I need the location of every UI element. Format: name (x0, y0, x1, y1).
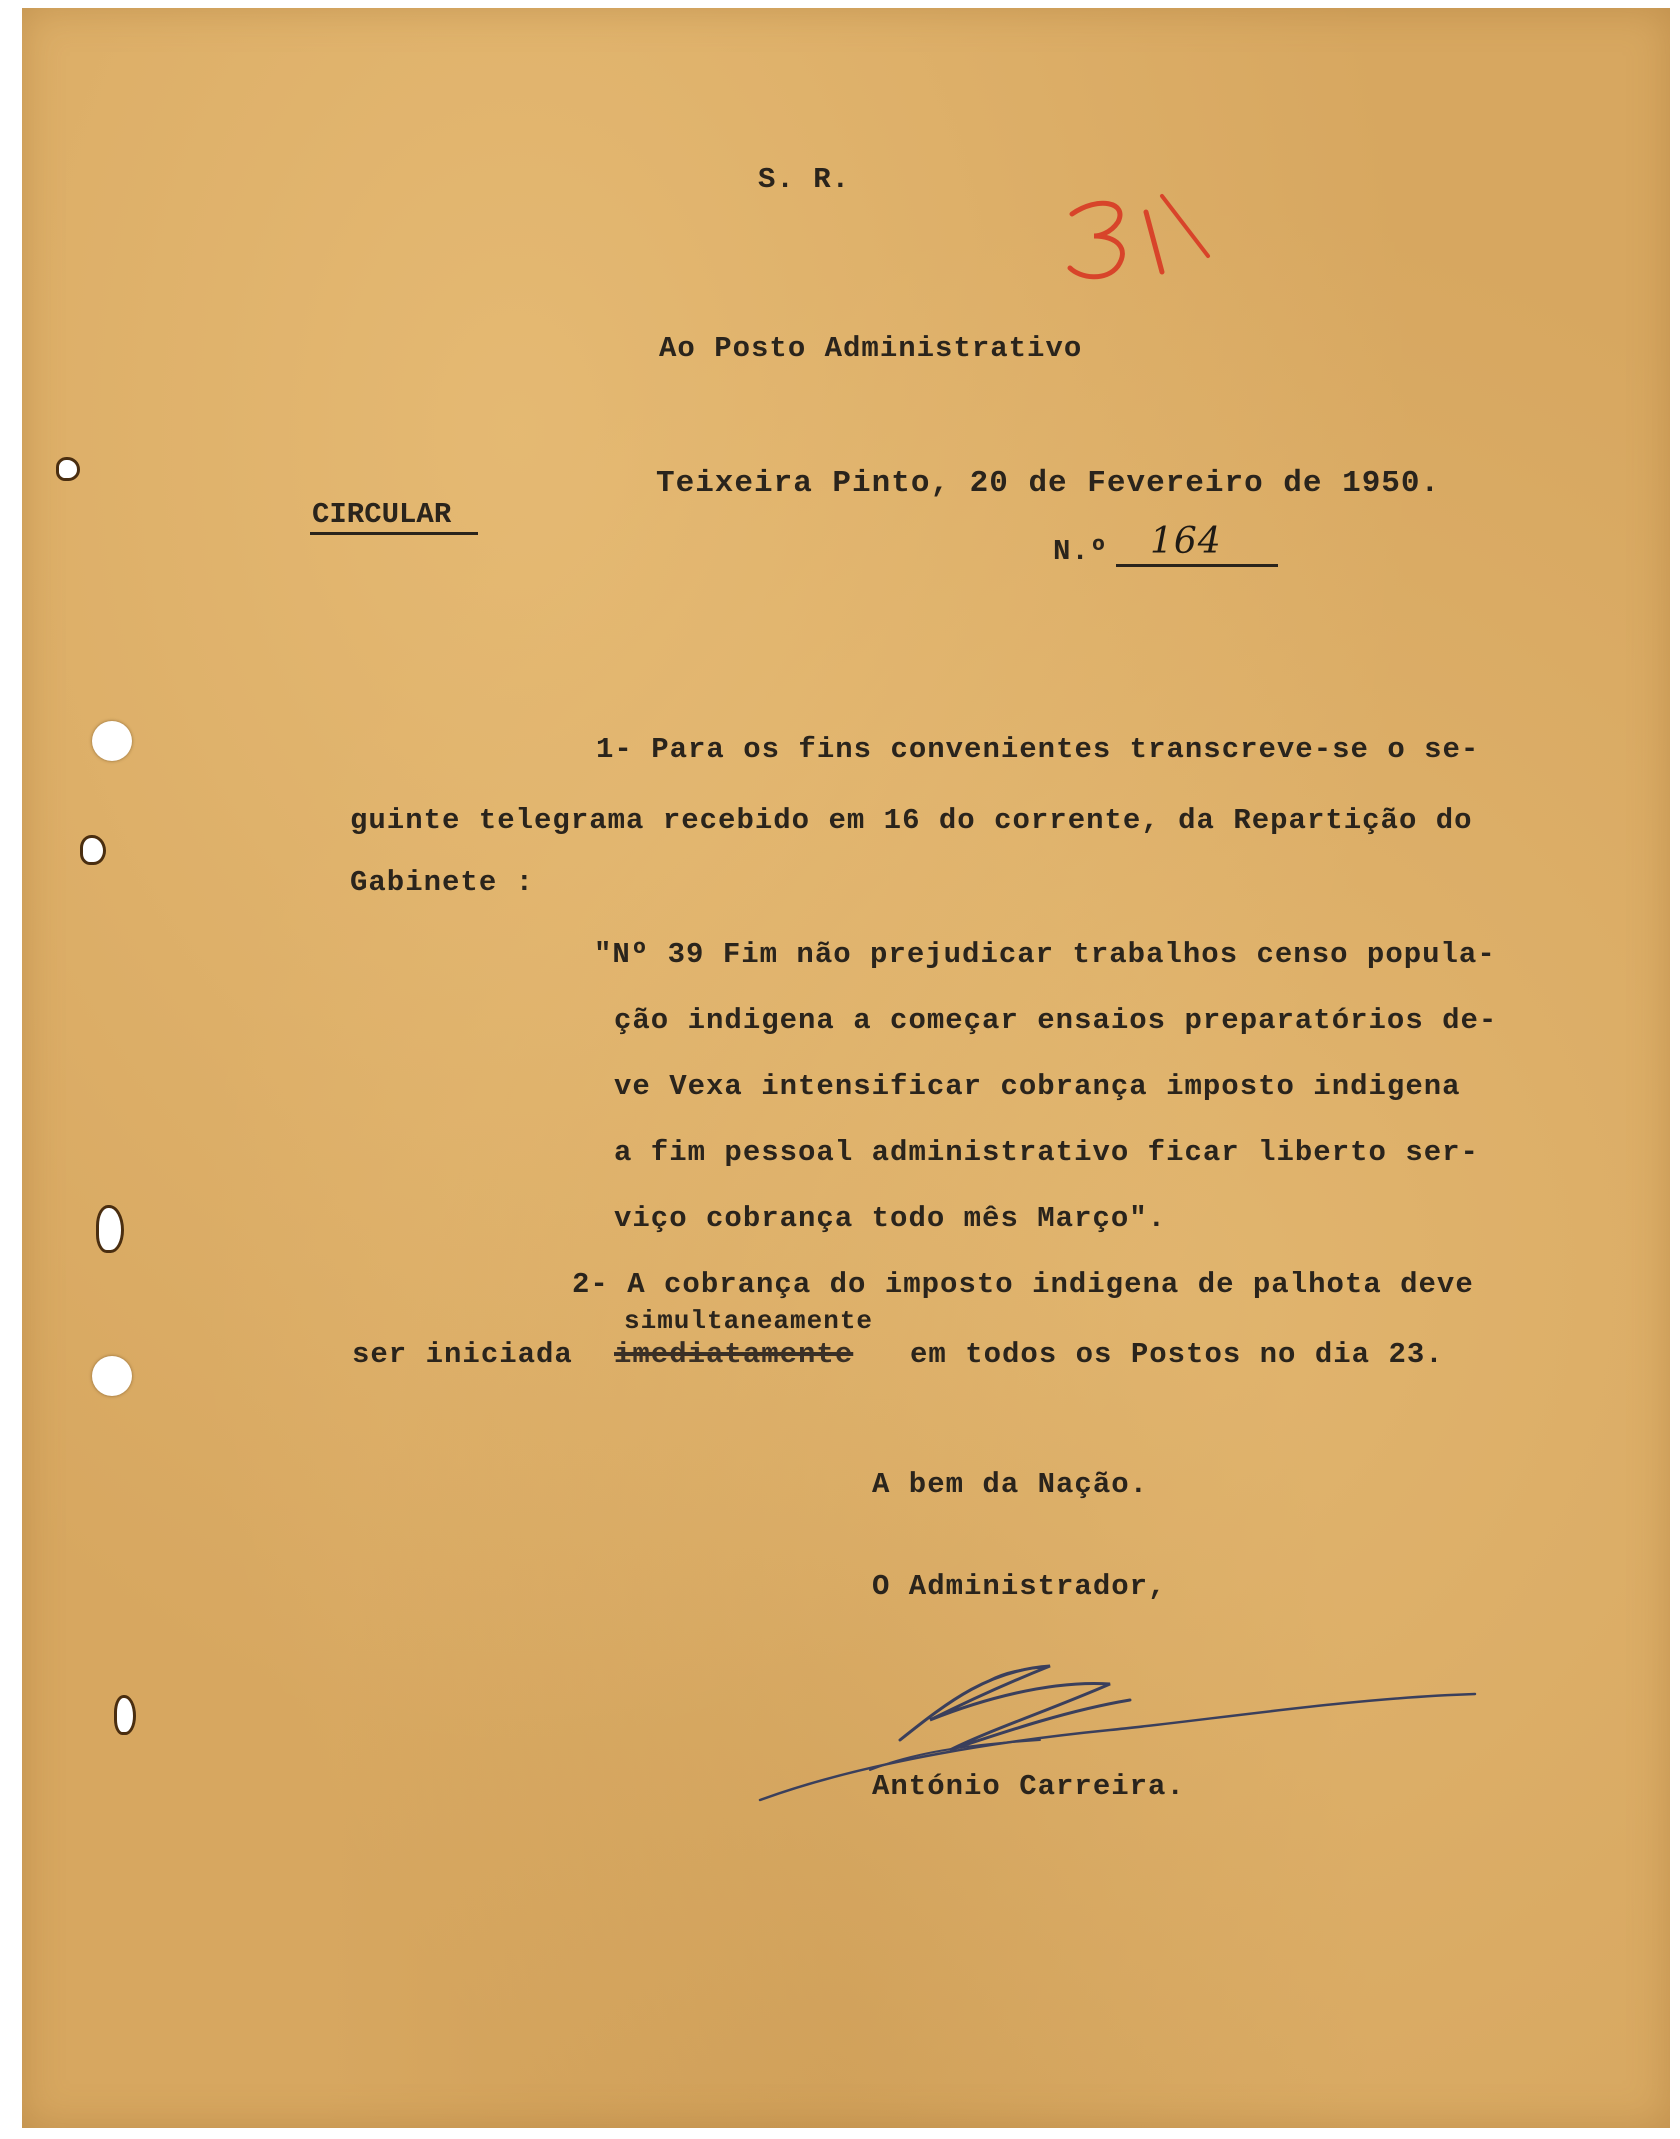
punch-hole-top (92, 721, 132, 761)
paragraph1-line1: 1- Para os fins convenientes transcreve-se o se- (596, 733, 1480, 766)
punch-hole-bottom (92, 1356, 132, 1396)
addressee: Ao Posto Administrativo (659, 332, 1083, 365)
paragraph2-line2-end: em todos os Postos no dia 23. (910, 1338, 1444, 1371)
telegram-line1: "Nº 39 Fim não prejudicar trabalhos censo popula- (594, 938, 1496, 971)
burn-mark (96, 1205, 124, 1253)
archive-number-handwritten (1058, 186, 1218, 286)
burn-mark (114, 1695, 136, 1735)
paragraph1-line2: guinte telegrama recebido em 16 do corrente, da Repartição do (350, 804, 1473, 837)
burn-mark (80, 835, 106, 865)
paragraph2-line2-start: ser iniciada (352, 1338, 592, 1371)
telegram-line5: viço cobrança todo mês Março". (614, 1202, 1167, 1235)
telegram-line4: a fim pessoal administrativo ficar liberto ser- (614, 1136, 1479, 1169)
signatory-name: António Carreira. (872, 1770, 1185, 1803)
burn-mark (56, 457, 80, 481)
paragraph2-line1: 2- A cobrança do imposto indigena de palhota deve (572, 1268, 1474, 1301)
struck-word: imediatamente (614, 1338, 854, 1371)
salutation: A bem da Nação. (872, 1468, 1149, 1501)
circular-label: CIRCULAR (312, 498, 452, 531)
number-value: 164 (1150, 521, 1222, 562)
circular-underline (310, 532, 478, 535)
secret-reservado-mark: S. R. (758, 163, 851, 196)
telegram-line3: ve Vexa intensificar cobrança imposto indigena (614, 1070, 1461, 1103)
paragraph1-line3: Gabinete : (350, 866, 535, 899)
telegram-line2: ção indigena a começar ensaios preparatórios de- (614, 1004, 1498, 1037)
place-date: Teixeira Pinto, 20 de Fevereiro de 1950. (656, 466, 1441, 501)
number-label: N.º (1053, 535, 1109, 568)
archive-number-text: 31 (1058, 186, 1060, 187)
role: O Administrador, (872, 1570, 1167, 1603)
inserted-word: simultaneamente (624, 1306, 874, 1336)
number-underline (1116, 564, 1278, 567)
